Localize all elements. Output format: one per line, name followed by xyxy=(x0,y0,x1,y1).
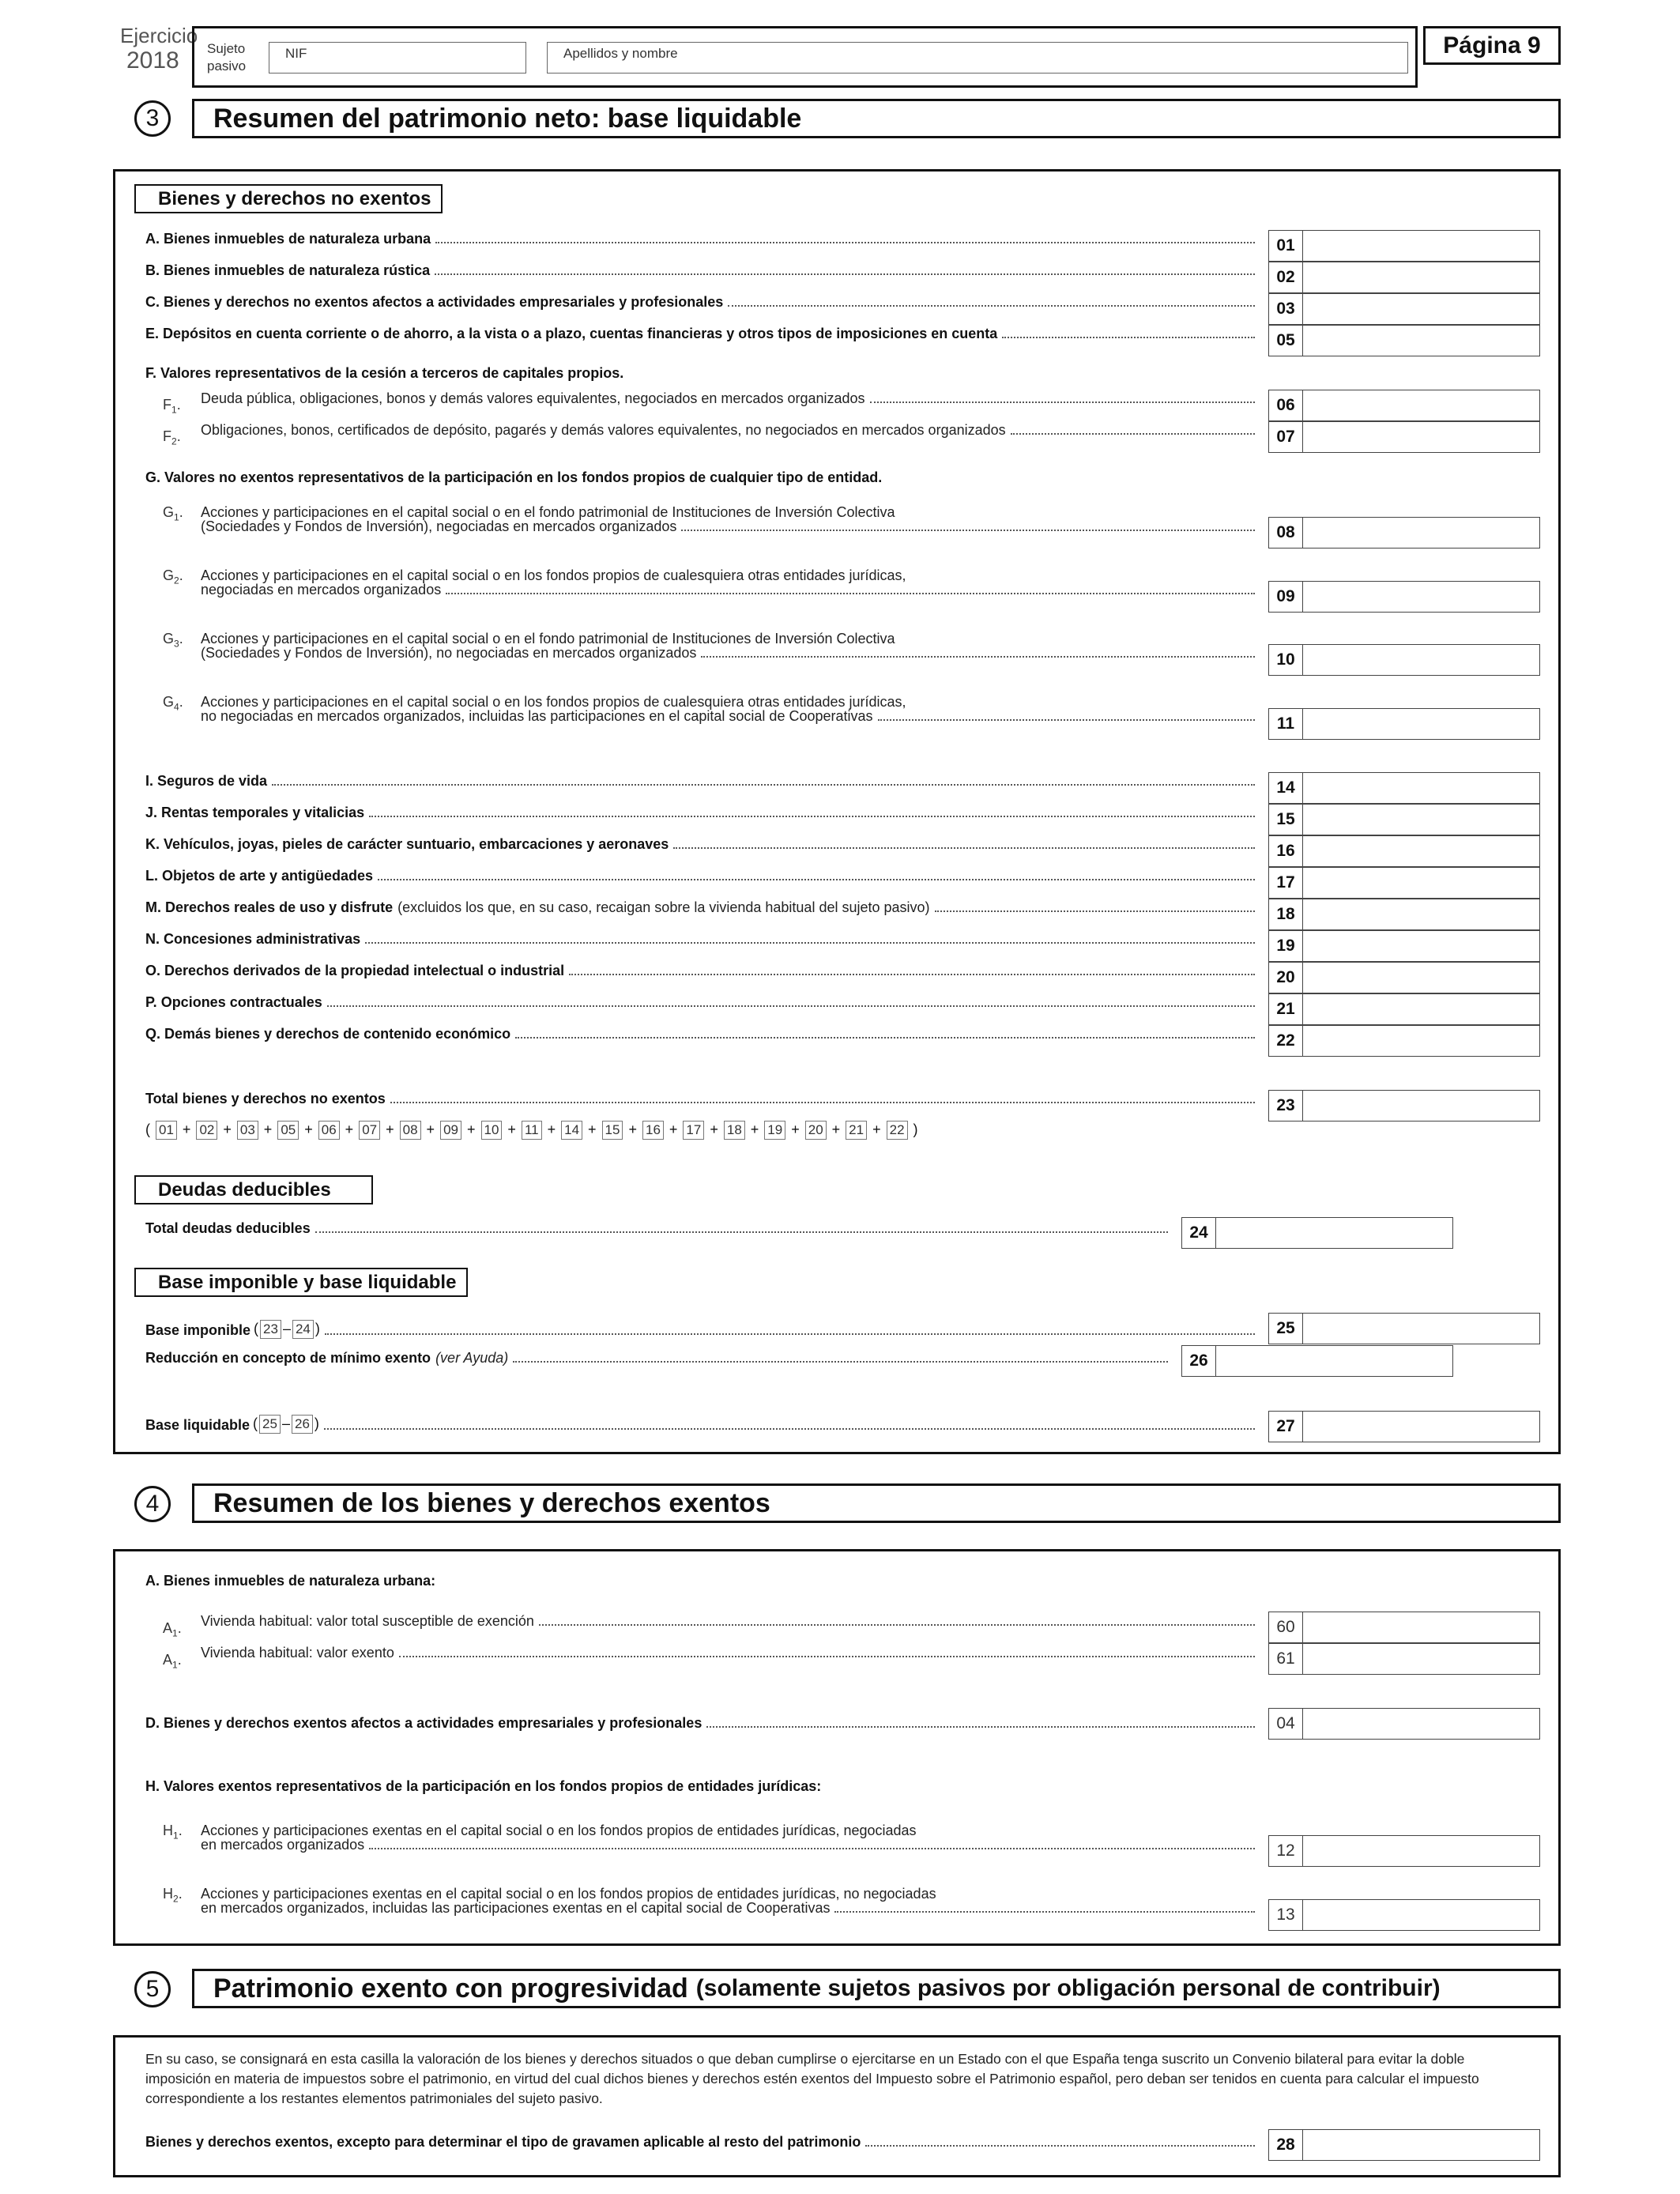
code-22: 22 xyxy=(1268,1025,1303,1057)
formula-ref-08: 08 xyxy=(400,1121,421,1140)
row-g3-line1: Acciones y participaciones en el capital social o en el fondo patrimonial de Instituciones de Inversión Colectiva xyxy=(201,631,895,647)
leader-dots xyxy=(834,1911,1255,1913)
ref-26: 26 xyxy=(292,1415,313,1434)
leader-dots xyxy=(399,1656,1255,1657)
formula-ref-01: 01 xyxy=(156,1121,177,1140)
leader-dots xyxy=(870,401,1255,403)
value-06[interactable] xyxy=(1303,390,1540,421)
leader-dots xyxy=(446,593,1255,594)
ref-24: 24 xyxy=(292,1320,314,1339)
deudas-label: Total deudas deducibles xyxy=(145,1220,311,1236)
row-g2-line1: Acciones y participaciones en el capital social o en los fondos propios de cualesquiera otras entidades jurídicas, xyxy=(201,567,906,583)
row-g2-line2: negociadas en mercados organizados xyxy=(201,582,442,598)
nif-field[interactable] xyxy=(269,42,526,74)
s4-a1b-label: Vivienda habitual: valor exento xyxy=(201,1645,394,1661)
code-20: 20 xyxy=(1268,962,1303,993)
value-17[interactable] xyxy=(1303,867,1540,899)
s4-a-title: A. Bienes inmuebles de naturaleza urbana: xyxy=(145,1573,436,1589)
code-24: 24 xyxy=(1181,1217,1216,1249)
code-23: 23 xyxy=(1268,1090,1303,1122)
leader-dots xyxy=(1011,433,1255,435)
value-16[interactable] xyxy=(1303,835,1540,867)
a1-sub: $A_1$. xyxy=(163,1620,182,1639)
s5-row-label: Bienes y derechos exentos, excepto para determinar el tipo de gravamen aplicable al resto del patrimonio xyxy=(145,2134,861,2150)
page-number: Página 9 xyxy=(1423,26,1561,65)
leader-dots xyxy=(378,879,1255,880)
s4-h2-line1: Acciones y participaciones exentas en el capital social o en los fondos propios de entidades jurídicas, no negociadas xyxy=(201,1886,936,1902)
leader-dots xyxy=(513,1361,1168,1363)
formula-ref-21: 21 xyxy=(846,1121,867,1140)
leader-dots xyxy=(515,1037,1255,1039)
h1-sub: $H_1$. xyxy=(163,1823,183,1842)
formula-ref-22: 22 xyxy=(887,1121,908,1140)
value-01[interactable] xyxy=(1303,230,1540,262)
section-5-number: 5 xyxy=(134,1971,171,2007)
f2-sub: $F_2$. xyxy=(163,428,181,447)
code-21: 21 xyxy=(1268,993,1303,1025)
row-p-label: P. Opciones contractuales xyxy=(145,994,322,1010)
section-4-number: 4 xyxy=(134,1486,171,1522)
leader-dots xyxy=(681,530,1255,531)
formula-ref-11: 11 xyxy=(522,1121,542,1140)
row-g-title: G. Valores no exentos representativos de la participación en los fondos propios de cualquier tipo de entidad. xyxy=(145,469,883,485)
leader-dots xyxy=(935,910,1255,912)
row-m-extra: (excluidos los que, en su caso, recaigan sobre la vivienda habitual del sujeto pasivo) xyxy=(397,899,930,915)
code-05: 05 xyxy=(1268,325,1303,356)
deudas-header: Deudas deducibles xyxy=(134,1175,373,1204)
row-g1-line1: Acciones y participaciones en el capital social o en el fondo patrimonial de Instituciones de Inversión Colectiva xyxy=(201,504,895,520)
value-27[interactable] xyxy=(1303,1411,1540,1442)
value-21[interactable] xyxy=(1303,993,1540,1025)
value-20[interactable] xyxy=(1303,962,1540,993)
value-28[interactable] xyxy=(1303,2129,1540,2161)
a1b-sub: $A_1$. xyxy=(163,1652,182,1671)
reduccion-label: Reducción en concepto de mínimo exento xyxy=(145,1350,431,1366)
code-19: 19 xyxy=(1268,930,1303,962)
code-27: 27 xyxy=(1268,1411,1303,1442)
formula-ref-16: 16 xyxy=(642,1121,664,1140)
leader-dots xyxy=(435,273,1255,275)
code-13: 13 xyxy=(1268,1899,1303,1931)
formula-ref-02: 02 xyxy=(196,1121,217,1140)
code-60: 60 xyxy=(1268,1612,1303,1643)
value-61[interactable] xyxy=(1303,1643,1540,1675)
value-25[interactable] xyxy=(1303,1313,1540,1344)
leader-dots xyxy=(324,1428,1255,1430)
formula-ref-15: 15 xyxy=(602,1121,623,1140)
row-c-label: C. Bienes y derechos no exentos afectos a actividades empresariales y profesionales xyxy=(145,294,724,310)
row-b-label: B. Bienes inmuebles de naturaleza rústica xyxy=(145,262,431,278)
formula-ref-14: 14 xyxy=(561,1121,582,1140)
s5-para-line1: En su caso, se consignará en esta casilla la valoración de los bienes y derechos situados o que deban cumplirse o ejercitarse en un Estado con el que España tenga suscrito un Convenio bilateral para evitar la doble xyxy=(145,2051,1465,2067)
s4-h2-line2: en mercados organizados, incluidas las participaciones exentas en el capital social de Cooperativas xyxy=(201,1900,831,1916)
code-08: 08 xyxy=(1268,517,1303,548)
row-j-label: J. Rentas temporales y vitalicias xyxy=(145,805,365,820)
value-13[interactable] xyxy=(1303,1899,1540,1931)
nombre-label: Apellidos y nombre xyxy=(563,46,678,61)
formula-ref-03: 03 xyxy=(237,1121,258,1140)
s4-a1-label: Vivienda habitual: valor total susceptible de exención xyxy=(201,1613,534,1629)
code-12: 12 xyxy=(1268,1835,1303,1867)
value-08[interactable] xyxy=(1303,517,1540,548)
sujeto-pasivo-box xyxy=(192,26,1418,88)
leader-dots xyxy=(369,1848,1255,1849)
row-g4-line2: no negociadas en mercados organizados, incluidas las participaciones en el capital social de Cooperativas xyxy=(201,708,873,724)
s4-h-title: H. Valores exentos representativos de la participación en los fondos propios de entidades jurídicas: xyxy=(145,1778,822,1794)
base-liquidable-label: Base liquidable xyxy=(145,1417,250,1433)
leader-dots xyxy=(369,816,1255,817)
leader-dots xyxy=(1002,337,1255,338)
code-26: 26 xyxy=(1181,1345,1216,1377)
row-g1-line2: (Sociedades y Fondos de Inversión), negociadas en mercados organizados xyxy=(201,518,677,534)
f1-sub: $F_1$. xyxy=(163,397,181,416)
sujeto-label-1: Sujeto xyxy=(207,41,246,56)
code-01: 01 xyxy=(1268,230,1303,262)
ejercicio-year: 2018 xyxy=(126,47,179,74)
value-07[interactable] xyxy=(1303,421,1540,453)
code-15: 15 xyxy=(1268,804,1303,835)
value-24[interactable] xyxy=(1216,1217,1453,1249)
row-total-label: Total bienes y derechos no exentos xyxy=(145,1091,386,1106)
code-10: 10 xyxy=(1268,644,1303,676)
code-61: 61 xyxy=(1268,1643,1303,1675)
code-14: 14 xyxy=(1268,772,1303,804)
code-06: 06 xyxy=(1268,390,1303,421)
code-25: 25 xyxy=(1268,1313,1303,1344)
row-f2-label: Obligaciones, bonos, certificados de depósito, pagarés y demás valores equivalentes, no negociados en mercados organizados xyxy=(201,422,1006,438)
leader-dots xyxy=(701,656,1255,658)
row-n-label: N. Concesiones administrativas xyxy=(145,931,361,947)
row-i-label: I. Seguros de vida xyxy=(145,773,268,789)
value-15[interactable] xyxy=(1303,804,1540,835)
g2-sub: $G_2$. xyxy=(163,567,183,586)
s5-para-line2: imposición en materia de impuestos sobre el patrimonio, en virtud del cual dichos bienes y derechos estén exentos del Impuesto sobre el Patrimonio español, pero deban ser tenidos en cuenta para calcular el impuesto xyxy=(145,2071,1479,2087)
section-5-title: Patrimonio exento con progresividad xyxy=(213,1973,688,2004)
code-09: 09 xyxy=(1268,581,1303,613)
leader-dots xyxy=(390,1102,1255,1103)
row-l-label: L. Objetos de arte y antigüedades xyxy=(145,868,374,884)
value-26[interactable] xyxy=(1216,1345,1453,1377)
row-k-label: K. Vehículos, joyas, pieles de carácter suntuario, embarcaciones y aeronaves xyxy=(145,836,669,852)
g1-sub: $G_1$. xyxy=(163,504,183,523)
leader-dots xyxy=(315,1231,1168,1233)
nombre-field[interactable] xyxy=(547,42,1408,74)
leader-dots xyxy=(365,942,1255,944)
value-10[interactable] xyxy=(1303,644,1540,676)
base-imponible-label: Base imponible xyxy=(145,1322,251,1338)
code-04: 04 xyxy=(1268,1708,1303,1740)
leader-dots xyxy=(272,784,1255,786)
value-12[interactable] xyxy=(1303,1835,1540,1867)
base-header: Base imponible y base liquidable xyxy=(134,1268,468,1297)
row-g4-line1: Acciones y participaciones en el capital social o en los fondos propios de cualesquiera otras entidades jurídicas, xyxy=(201,694,906,710)
leader-dots xyxy=(878,719,1255,721)
leader-dots xyxy=(728,305,1255,307)
leader-dots xyxy=(569,974,1255,975)
s5-para-line3: correspondiente a los restantes elementos patrimoniales del sujeto pasivo. xyxy=(145,2090,603,2106)
formula-ref-05: 05 xyxy=(277,1121,299,1140)
formula-ref-19: 19 xyxy=(764,1121,785,1140)
s4-d-label: D. Bienes y derechos exentos afectos a actividades empresariales y profesionales xyxy=(145,1715,703,1731)
row-e-label: E. Depósitos en cuenta corriente o de ahorro, a la vista o a plazo, cuentas financieras y otros tipos de imposiciones en cuenta xyxy=(145,326,998,341)
row-f1-label: Deuda pública, obligaciones, bonos y demás valores equivalentes, negociados en mercados organizados xyxy=(201,390,865,406)
formula-ref-17: 17 xyxy=(683,1121,704,1140)
code-07: 07 xyxy=(1268,421,1303,453)
value-05[interactable] xyxy=(1303,325,1540,356)
sujeto-label-2: pasivo xyxy=(207,58,247,74)
s4-h1-line2: en mercados organizados xyxy=(201,1837,365,1853)
row-g3-line2: (Sociedades y Fondos de Inversión), no negociadas en mercados organizados xyxy=(201,645,697,661)
s4-h1-line1: Acciones y participaciones exentas en el capital social o en los fondos propios de entidades jurídicas, negociadas xyxy=(201,1823,917,1838)
ref-23: 23 xyxy=(260,1320,281,1339)
formula-ref-20: 20 xyxy=(805,1121,827,1140)
section-3-number: 3 xyxy=(134,100,171,137)
section-5-title-box xyxy=(192,1969,1561,2008)
leader-dots xyxy=(706,1726,1255,1728)
formula-ref-09: 09 xyxy=(440,1121,461,1140)
section-5-title-extra: (solamente sujetos pasivos por obligación personal de contribuir) xyxy=(695,1975,1441,2001)
code-02: 02 xyxy=(1268,262,1303,293)
leader-dots xyxy=(673,847,1255,849)
section-4-title: Resumen de los bienes y derechos exentos xyxy=(192,1483,1561,1523)
leader-dots xyxy=(435,242,1255,243)
value-19[interactable] xyxy=(1303,930,1540,962)
row-o-label: O. Derechos derivados de la propiedad intelectual o industrial xyxy=(145,963,565,978)
nif-label: NIF xyxy=(285,46,307,61)
value-14[interactable] xyxy=(1303,772,1540,804)
row-q-label: Q. Demás bienes y derechos de contenido económico xyxy=(145,1026,511,1042)
formula-ref-10: 10 xyxy=(481,1121,503,1140)
h2-sub: $H_2$. xyxy=(163,1886,183,1905)
value-02[interactable] xyxy=(1303,262,1540,293)
code-03: 03 xyxy=(1268,293,1303,325)
leader-dots xyxy=(539,1624,1255,1626)
value-04[interactable] xyxy=(1303,1708,1540,1740)
leader-dots xyxy=(327,1005,1255,1007)
value-23[interactable] xyxy=(1303,1090,1540,1122)
value-11[interactable] xyxy=(1303,708,1540,740)
formula-ref-06: 06 xyxy=(318,1121,340,1140)
leader-dots xyxy=(865,2145,1255,2147)
section-3-title: Resumen del patrimonio neto: base liquidable xyxy=(192,99,1561,138)
code-11: 11 xyxy=(1268,708,1303,740)
g3-sub: $G_3$. xyxy=(163,631,183,650)
formula-ref-18: 18 xyxy=(724,1121,745,1140)
value-03[interactable] xyxy=(1303,293,1540,325)
value-60[interactable] xyxy=(1303,1612,1540,1643)
row-f-title: F. Valores representativos de la cesión a terceros de capitales propios. xyxy=(145,365,624,381)
bienes-no-exentos-header: Bienes y derechos no exentos xyxy=(134,184,443,213)
code-17: 17 xyxy=(1268,867,1303,899)
value-18[interactable] xyxy=(1303,899,1540,930)
reduccion-extra: (ver Ayuda) xyxy=(435,1350,509,1366)
value-22[interactable] xyxy=(1303,1025,1540,1057)
code-28: 28 xyxy=(1268,2129,1303,2161)
formula-ref-07: 07 xyxy=(359,1121,380,1140)
total-formula: ( 01 + 02 + 03 + 05 + 06 + 07 + 08 + 09 + 10 + 11 + 14 + 15 + 16 + 17 + 18 + 19 + 20 + 21 + 22 ) xyxy=(145,1121,918,1140)
value-09[interactable] xyxy=(1303,581,1540,613)
code-16: 16 xyxy=(1268,835,1303,867)
code-18: 18 xyxy=(1268,899,1303,930)
leader-dots xyxy=(325,1333,1255,1335)
ejercicio-label: Ejercicio xyxy=(120,24,198,47)
g4-sub: $G_4$. xyxy=(163,694,183,713)
ref-25: 25 xyxy=(259,1415,281,1434)
row-a-label: A. Bienes inmuebles de naturaleza urbana xyxy=(145,231,431,247)
row-m-label: M. Derechos reales de uso y disfrute xyxy=(145,899,394,915)
